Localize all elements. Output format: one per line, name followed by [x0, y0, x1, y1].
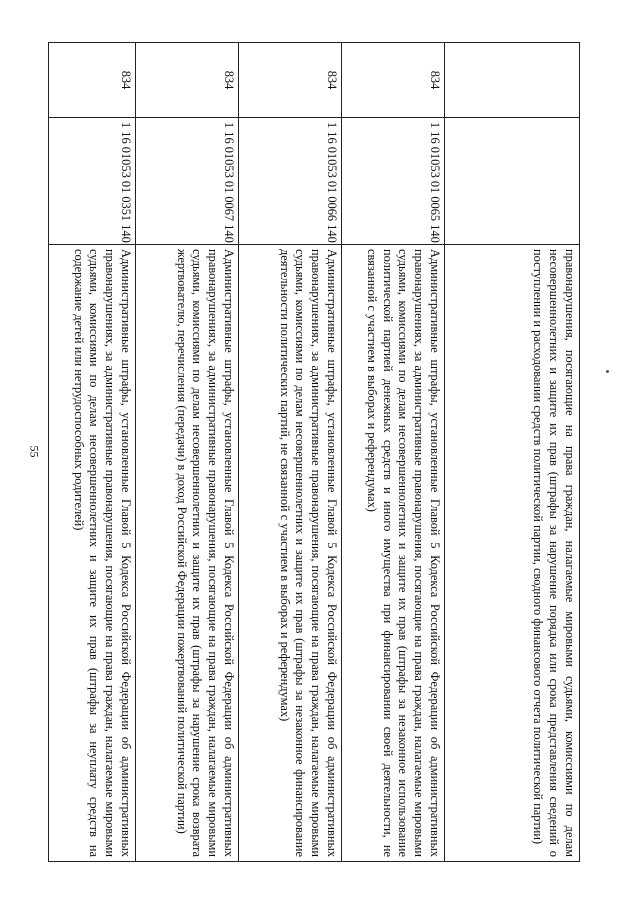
- table-row: [445, 43, 580, 862]
- table-row: [239, 43, 342, 862]
- table-row: [342, 43, 445, 862]
- description-cell: Административные штрафы, установленные Главой 5 Кодекса Российской Федерации об административных правонарушениях, за административные правонарушения, посягающие на права граждан, налагаемые мировыми судьями, комиссиями по делам несовершеннолетних и защите их прав (штрафы за незаконное использование политической партией денежных средств и иного имущества при финансировании своей деятельности, не связанной с участием в выборах и референдумах): [342, 245, 445, 862]
- description-cell: Административные штрафы, установленные Главой 5 Кодекса Российской Федерации об административных правонарушениях, за административные правонарушения, посягающие на права граждан, налагаемые мировыми судьями, комиссиями по делам несовершеннолетних и защите их прав (штрафы за неуплату средств на содержание детей или нетрудоспособных родителей): [49, 245, 136, 862]
- description-cell: Административные штрафы, установленные Главой 5 Кодекса Российской Федерации об административных правонарушениях, за административные правонарушения, посягающие на права граждан, налагаемые мировыми судьями, комиссиями по делам несовершеннолетних и защите их прав (штрафы за нарушение срока возврата жертвователю, перечисления (передачи) в доход Российской Федерации пожертвований политической партии): [136, 245, 239, 862]
- kbk-code-cell: 1 16 01053 01 0066 140: [239, 118, 342, 245]
- admin-code-cell: 834: [49, 43, 136, 118]
- admin-code-cell: [445, 43, 580, 118]
- description-cell: правонарушения, посягающие на права граждан, налагаемые мировыми судьями, комиссиями по делам несовершеннолетних и защите их прав (штрафы за нарушение порядка или срока представления сведений о поступлении и расходовании средств политической партии, сводного финансового отчета политической партии): [445, 245, 580, 862]
- table-row: [49, 43, 136, 862]
- description-cell: Административные штрафы, установленные Главой 5 Кодекса Российской Федерации об административных правонарушениях, за административные правонарушения, посягающие на права граждан, налагаемые мировыми судьями, комиссиями по делам несовершеннолетних и защите их прав (штрафы за незаконное финансирование деятельности политических партий, не связанной с участием в выборах и референдумах): [239, 245, 342, 862]
- admin-code-cell: 834: [342, 43, 445, 118]
- kbk-code-cell: 1 16 01053 01 0351 140: [49, 118, 136, 245]
- page-number: 55: [27, 445, 42, 458]
- scan-speck: [606, 370, 609, 373]
- admin-code-cell: 834: [136, 43, 239, 118]
- rotated-page-content: [50, 42, 580, 862]
- kbk-code-cell: 1 16 01053 01 0067 140: [136, 118, 239, 245]
- table-row: [136, 43, 239, 862]
- admin-code-cell: 834: [239, 43, 342, 118]
- budget-codes-table: [48, 42, 580, 862]
- kbk-code-cell: [445, 118, 580, 245]
- kbk-code-cell: 1 16 01053 01 0065 140: [342, 118, 445, 245]
